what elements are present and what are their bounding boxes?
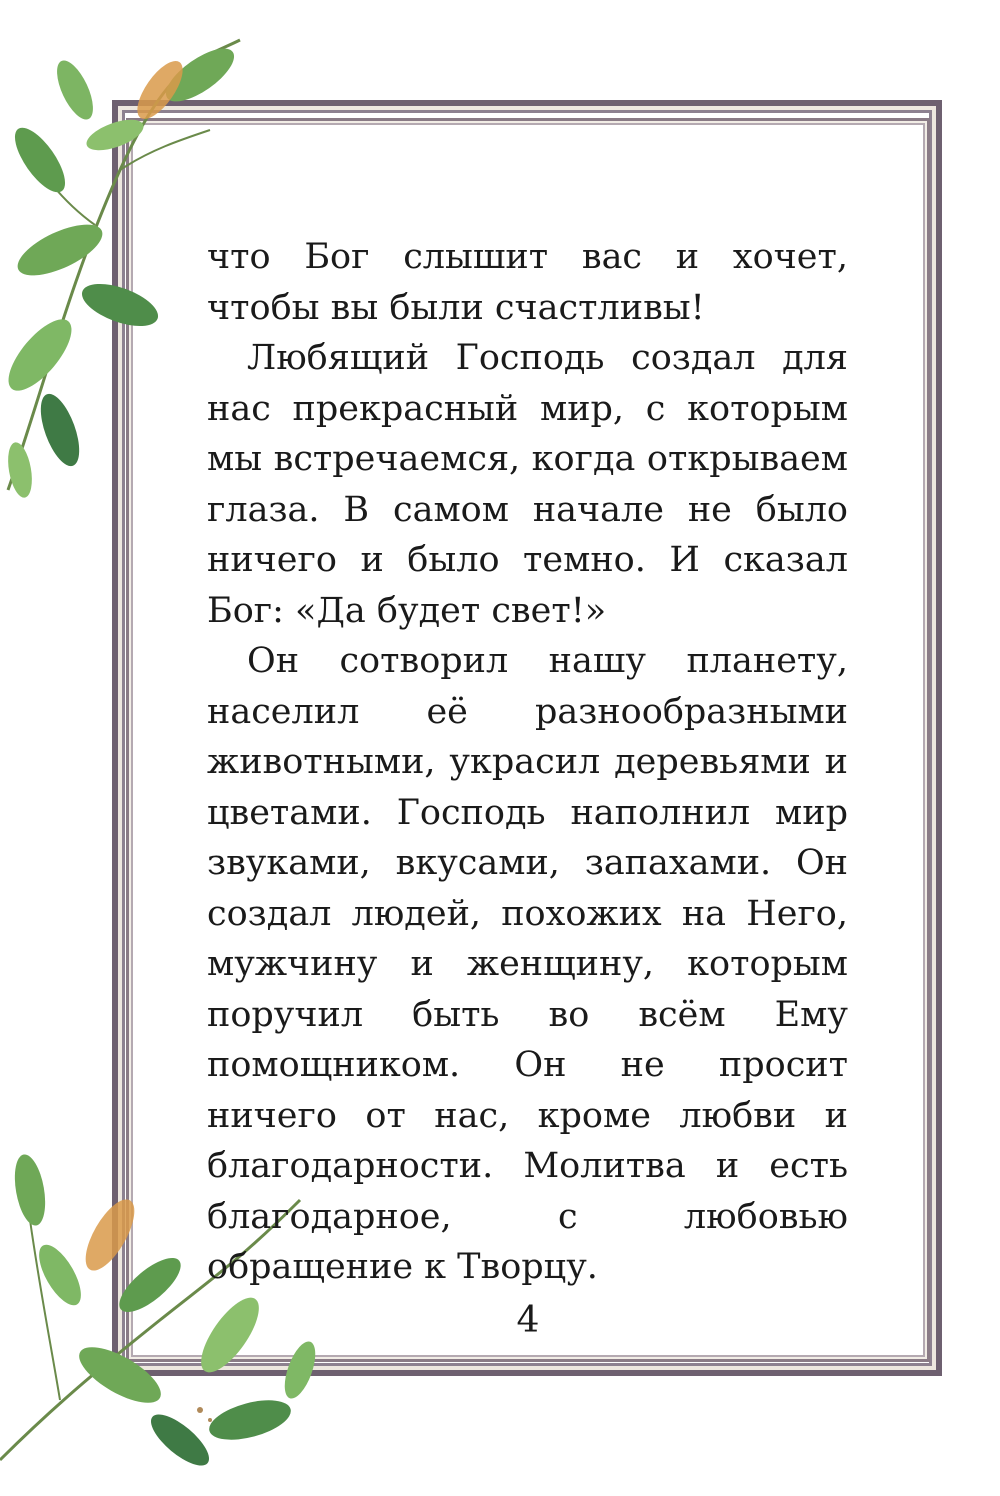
paragraph-3: Он сотворил нашу планету, населил её разнообразными животными, украсил деревьями и цветами. Господь наполнил мир звуками, вкусами, запахами. Он создал людей, похожих на Него, мужчину и женщину, которым поручил быть во всём Ему помощником. Он не просит ничего от нас, кроме любви и благодарности. Молитва и есть благодарное, с любовью обращение к Творцу. xyxy=(207,641,848,1287)
paragraph-2: Любящий Господь создал для нас прекрасный мир, с которым мы встречаемся, когда открываем глаза. В самом начале не было ничего и было темно. И сказал Бог: «Да будет свет!» xyxy=(207,338,848,631)
page-number: 4 xyxy=(516,1300,540,1341)
body-text xyxy=(207,232,848,1293)
paragraph-1: что Бог слышит вас и хочет, чтобы вы были счастливы! xyxy=(207,237,848,328)
